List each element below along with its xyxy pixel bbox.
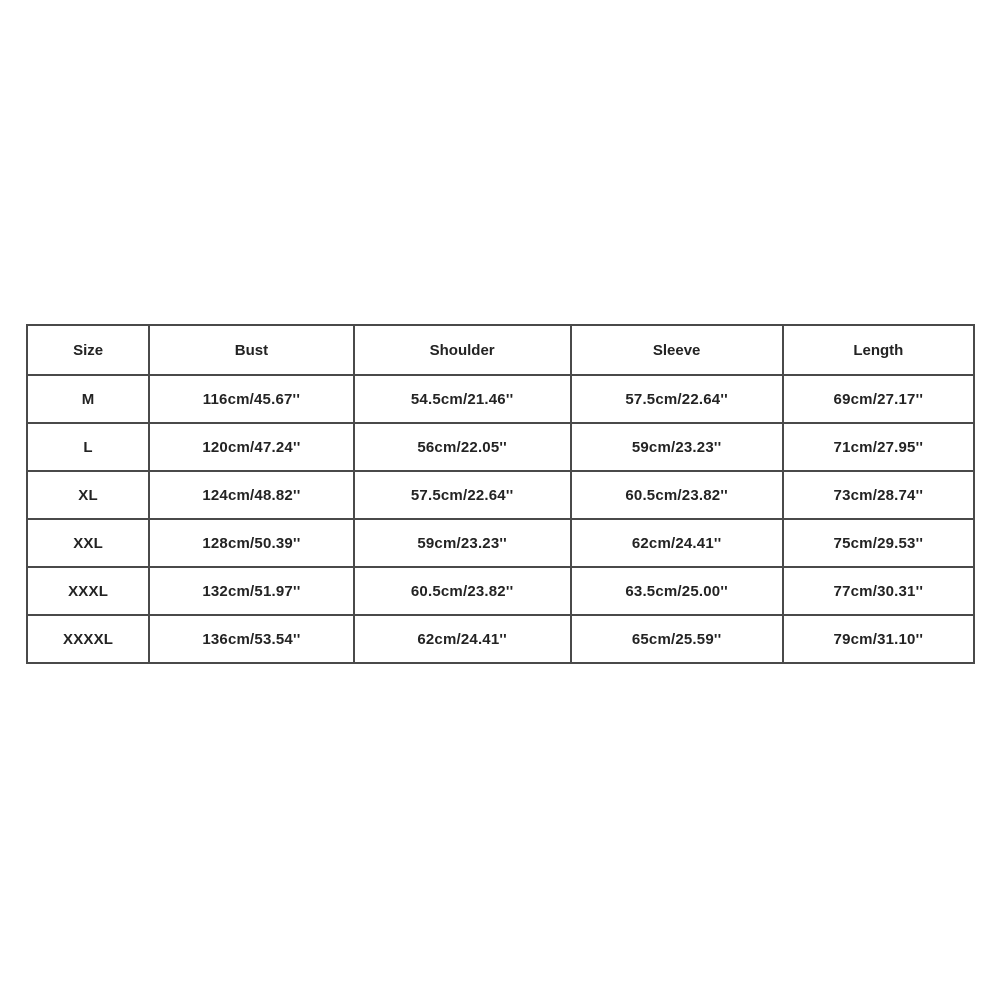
cell-shoulder: 57.5cm/22.64'' (354, 471, 571, 519)
cell-size: XXL (27, 519, 149, 567)
cell-length: 71cm/27.95'' (783, 423, 974, 471)
cell-bust: 136cm/53.54'' (149, 615, 354, 663)
cell-length: 79cm/31.10'' (783, 615, 974, 663)
table-row (27, 471, 974, 519)
cell-sleeve: 59cm/23.23'' (571, 423, 783, 471)
column-header-size: Size (27, 325, 149, 375)
cell-bust: 132cm/51.97'' (149, 567, 354, 615)
cell-sleeve: 60.5cm/23.82'' (571, 471, 783, 519)
cell-bust: 120cm/47.24'' (149, 423, 354, 471)
cell-size: M (27, 375, 149, 423)
cell-size: XXXXL (27, 615, 149, 663)
cell-bust: 124cm/48.82'' (149, 471, 354, 519)
cell-length: 73cm/28.74'' (783, 471, 974, 519)
cell-shoulder: 59cm/23.23'' (354, 519, 571, 567)
cell-length: 75cm/29.53'' (783, 519, 974, 567)
column-header-sleeve: Sleeve (571, 325, 783, 375)
cell-sleeve: 65cm/25.59'' (571, 615, 783, 663)
size-chart-header (27, 325, 974, 375)
table-row (27, 615, 974, 663)
column-header-shoulder: Shoulder (354, 325, 571, 375)
size-chart-body (27, 375, 974, 663)
header-row (27, 325, 974, 375)
column-header-length: Length (783, 325, 974, 375)
cell-bust: 128cm/50.39'' (149, 519, 354, 567)
cell-shoulder: 54.5cm/21.46'' (354, 375, 571, 423)
column-header-bust: Bust (149, 325, 354, 375)
table-row (27, 567, 974, 615)
cell-size: L (27, 423, 149, 471)
cell-size: XL (27, 471, 149, 519)
table-row (27, 423, 974, 471)
cell-size: XXXL (27, 567, 149, 615)
cell-bust: 116cm/45.67'' (149, 375, 354, 423)
cell-length: 69cm/27.17'' (783, 375, 974, 423)
cell-length: 77cm/30.31'' (783, 567, 974, 615)
table-row (27, 375, 974, 423)
cell-shoulder: 56cm/22.05'' (354, 423, 571, 471)
table-row (27, 519, 974, 567)
cell-sleeve: 62cm/24.41'' (571, 519, 783, 567)
cell-sleeve: 63.5cm/25.00'' (571, 567, 783, 615)
cell-sleeve: 57.5cm/22.64'' (571, 375, 783, 423)
cell-shoulder: 62cm/24.41'' (354, 615, 571, 663)
cell-shoulder: 60.5cm/23.82'' (354, 567, 571, 615)
size-chart-table (26, 324, 975, 664)
